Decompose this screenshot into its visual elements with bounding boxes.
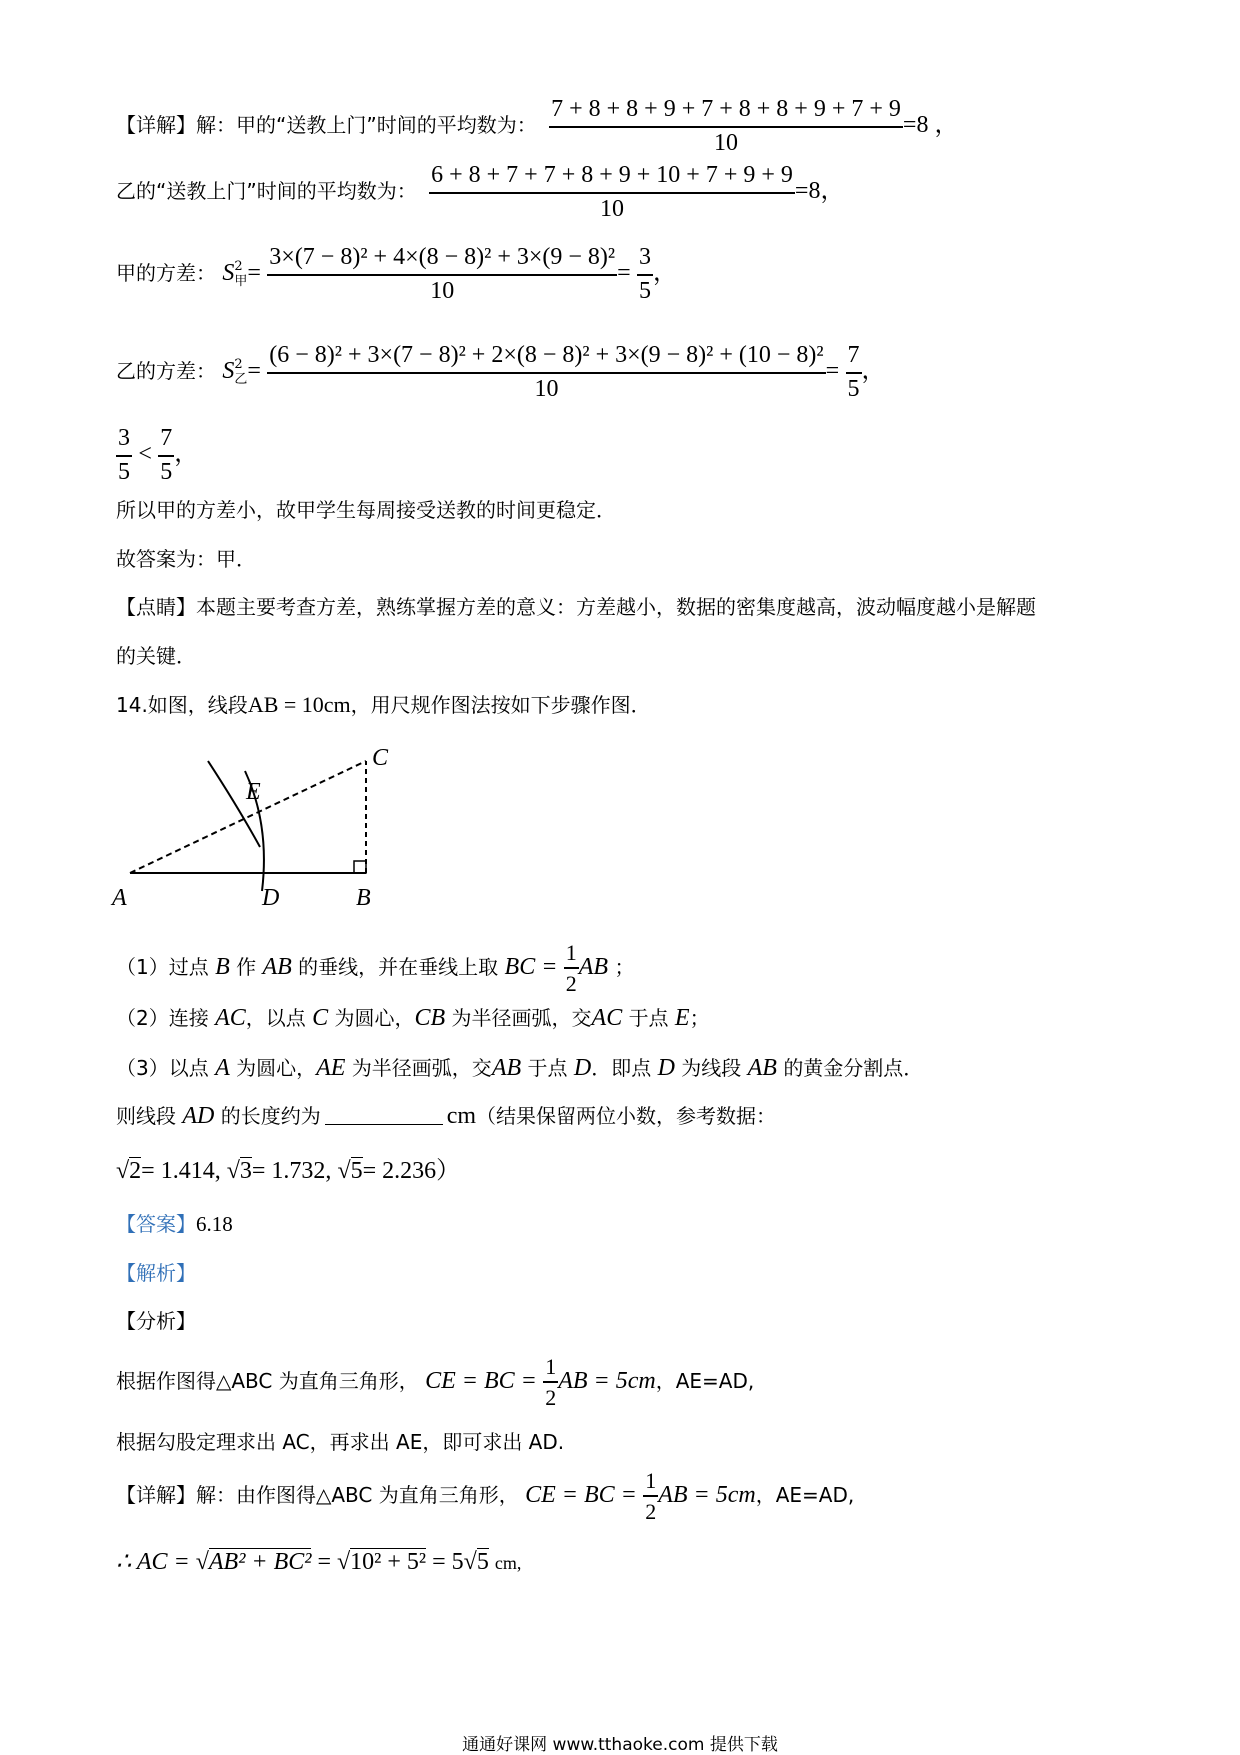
mean-yi-line: 乙的“送教上门”时间的平均数为： $\frac{6 + 8 + 7 + 7 + 8 + 9 + 10 + 7 + 9 + 9}{10}$ =8， [116, 162, 845, 222]
label-a: A [112, 885, 127, 911]
mean-jia-label: 【详解】解：甲的“送教上门”时间的平均数为： [116, 113, 537, 138]
variance-yi-line: 乙的方差： S 2 乙 = $\frac{\text{(6 − 8)² + 3×(7 − 8)² + 2×(8 − 8)² + 3×(9 − 8)² + (10 − 8)²}}{10}$ = $\frac{7}{5}$ ， [116, 342, 886, 402]
comparison-line: $\frac{3}{5}$ < $\frac{7}{5}$ ， [118, 425, 199, 485]
detail-formula: 【详解】解：由作图得△ABC 为直角三角形， CE = BC = $\frac{1}{2}$ AB = 5cm，AE=AD, [116, 1468, 855, 1525]
answer-text: 故答案为：甲． [116, 547, 256, 571]
analysis-tag: 【解析】 [116, 1261, 196, 1285]
label-d: D [262, 885, 280, 911]
variance-jia-line: 甲的方差： S 2 甲 = $\frac{\text{3×(7 − 8)² + 4×(8 − 8)² + 3×(9 − 8)²}}{10}$ = $\frac{3}{5}$ ， [116, 244, 678, 304]
key-point-text-cont: 的关键． [116, 644, 196, 668]
construction-figure [110, 735, 410, 915]
answer-blank [325, 1104, 443, 1125]
mean-jia-line: 【详解】解：甲的“送教上门”时间的平均数为： $\frac{7 + 8 + 8 + 9 + 7 + 8 + 8 + 9 + 7 + 9}{10}$ =8 ， [116, 96, 959, 156]
step-1: （1）过点 B 作 AB 的垂线，并在垂线上取 BC = $\frac{1}{2}$ AB ； [116, 940, 635, 997]
fenxi-tag: 【分析】 [116, 1309, 196, 1333]
mean-yi-label: 乙的“送教上门”时间的平均数为： [116, 179, 417, 204]
analysis-formula: 根据作图得△ABC 为直角三角形， CE = BC = $\frac{1}{2}$ AB = 5cm，AE=AD, [116, 1354, 755, 1411]
ac-calculation: ∴ AC = √AB² + BC² = √10² + 5² = 5√5 cm, [116, 1549, 522, 1575]
question-prompt: 则线段 AD 的长度约为 cm（结果保留两位小数，参考数据： [116, 1103, 777, 1129]
label-e: E [246, 779, 261, 805]
page-footer: 通通好课网 www.tthaoke.com 提供下载 [462, 1735, 778, 1755]
answer-tag: 【答案】 [116, 1212, 196, 1236]
right-angle-mark [354, 861, 366, 873]
answer-value: 6.18 [196, 1212, 233, 1236]
conclusion-text: 所以甲的方差小，故甲学生每周接受送教的时间更稳定． [116, 498, 616, 522]
label-b: B [356, 885, 371, 911]
reference-data: √2= 1.414, √3= 1.732, √5= 2.236） [116, 1156, 461, 1184]
variance-jia-fraction: $\frac{\text{3×(7 − 8)² + 4×(8 − 8)² + 3×(9 − 8)²}}{10}$ [269, 244, 616, 304]
variance-yi-fraction: $\frac{\text{(6 − 8)² + 3×(7 − 8)² + 2×(8 − 8)² + 3×(9 − 8)² + (10 − 8)²}}{10}$ [269, 342, 824, 402]
answer-line [116, 1214, 233, 1235]
mean-yi-fraction: $\frac{6 + 8 + 7 + 7 + 8 + 9 + 10 + 7 + 9 + 9}{10}$ [431, 162, 793, 222]
question-14: 14.如图，线段AB = 10cm，用尺规作图法按如下步骤作图． [116, 692, 651, 717]
step-2: （2）连接 AC，以点 C 为圆心，CB 为半径画弧，交AC 于点 E； [116, 1005, 710, 1031]
analysis-text: 根据勾股定理求出 AC，再求出 AE，即可求出 AD. [116, 1430, 565, 1454]
label-c: C [372, 745, 389, 771]
key-point-text: 【点睛】本题主要考查方差，熟练掌握方差的意义：方差越小，数据的密集度越高，波动幅度越小是解题 [116, 595, 1036, 619]
mean-jia-fraction: $\frac{7 + 8 + 8 + 9 + 7 + 8 + 8 + 9 + 7 + 9}{10}$ [551, 96, 901, 156]
step-3: （3）以点 A 为圆心，AE 为半径画弧，交AB 于点 D．即点 D 为线段 AB 的黄金分割点． [116, 1055, 924, 1081]
